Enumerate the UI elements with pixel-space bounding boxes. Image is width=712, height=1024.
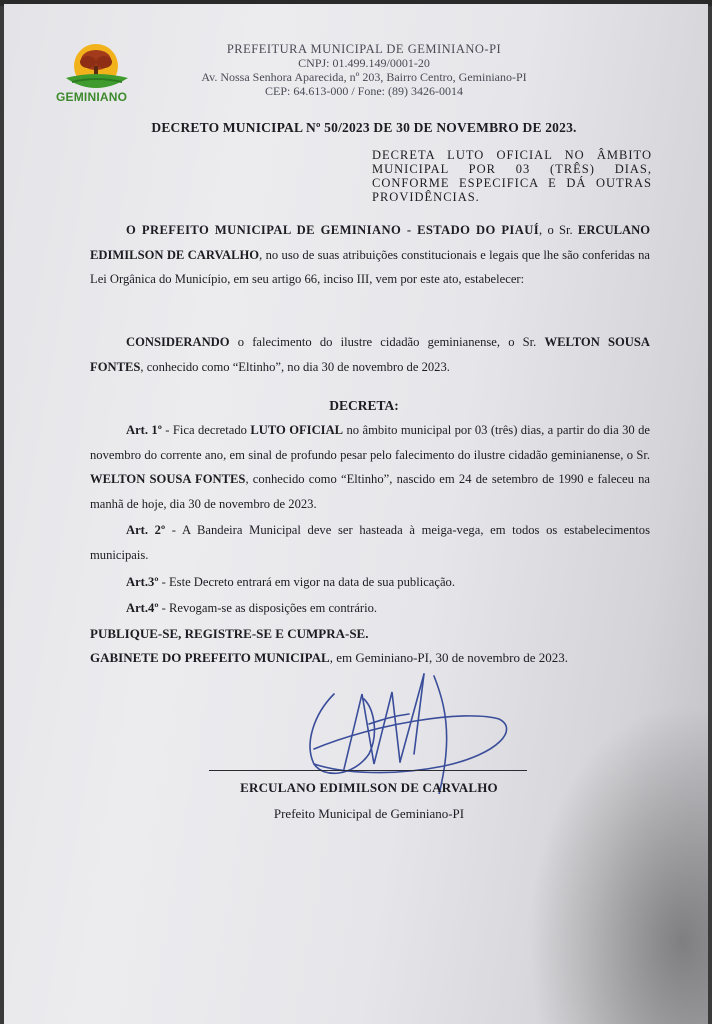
considerando-lead: CONSIDERANDO: [126, 335, 230, 349]
article-2: [90, 518, 650, 567]
art1-text-b: no âmbito municipal por 03 (três) dias, a partir do dia 30 de novembro do corrente ano, em sinal de profundo pesar pelo falecimento do ilustre cidadão geminianense, o Sr.: [90, 423, 650, 462]
art1-text-c: , conhecido como “Eltinho”, nascido em 24 de setembro de 1990 e faleceu na manhã de hoje, dia 30 de novembro de 2023.: [90, 472, 650, 511]
handwritten-signature: [274, 654, 524, 794]
gabinete-rest: , em Geminiano-PI, 30 de novembro de 2023.: [329, 650, 568, 665]
decree-title: DECRETO MUNICIPAL Nº 50/2023 DE 30 DE NOVEMBRO DE 2023.: [151, 120, 577, 135]
preamble-sr: , o Sr.: [539, 223, 573, 237]
document-page: [4, 4, 708, 1024]
art4-text: - Revogam-se as disposições em contrário.: [158, 601, 378, 615]
art2-label: Art. 2º: [126, 523, 166, 537]
art1-bold: LUTO OFICIAL: [250, 423, 344, 437]
considerando-name: WELTON SOUSA FONTES: [90, 335, 650, 374]
art1-label: Art. 1º: [126, 423, 162, 437]
art1-text-a: - Fica decretado: [161, 423, 251, 437]
cep-phone: CEP: 64.613-000 / Fone: (89) 3426-0014: [265, 84, 463, 98]
logo-wordmark: GEMINIANO: [56, 90, 128, 104]
decree-summary: DECRETA LUTO OFICIAL NO ÂMBITO MUNICIPAL POR 03 (TRÊS) DIAS, CONFORME ESPECIFICA E DÁ OUTRAS PROVIDÊNCIAS.: [372, 148, 652, 204]
gabinete-bold: GABINETE DO PREFEITO MUNICIPAL: [90, 650, 330, 665]
signatory-name: ERCULANO EDIMILSON DE CARVALHO: [240, 780, 498, 795]
letterhead: [164, 42, 564, 98]
decreta-heading: DECRETA:: [329, 398, 399, 413]
preamble: [90, 218, 650, 292]
considerando-paragraph: [90, 330, 650, 379]
cnpj: CNPJ: 01.499.149/0001-20: [298, 56, 430, 70]
preamble-lead: O PREFEITO MUNICIPAL DE GEMINIANO - ESTADO DO PIAUÍ: [126, 223, 540, 237]
org-name: PREFEITURA MUNICIPAL DE GEMINIANO-PI: [226, 42, 502, 56]
article-3: [90, 570, 650, 595]
signatory-role: Prefeito Municipal de Geminiano-PI: [273, 806, 465, 821]
art3-text: - Este Decreto entrará em vigor na data de sua publicação.: [158, 575, 455, 589]
publique-line: PUBLIQUE-SE, REGISTRE-SE E CUMPRA-SE.: [90, 626, 369, 641]
art3-label: Art.3º: [126, 575, 159, 589]
article-4: [90, 596, 650, 621]
article-1: [90, 418, 650, 516]
art1-name: WELTON SOUSA FONTES: [90, 472, 246, 486]
preamble-mayor-name: ERCULANO EDIMILSON DE CARVALHO: [90, 223, 650, 262]
preamble-text: , no uso de suas atribuições constitucionais e legais que lhe são conferidas na Lei Orgânica do Município, em seu artigo 66, inciso III, vem por este ato, estabelecer:: [90, 247, 651, 286]
signature-line: [209, 770, 527, 771]
considerando-text: o falecimento do ilustre cidadão geminianense, o Sr.: [229, 335, 545, 349]
page-shadow: [528, 704, 708, 1024]
art2-text: - A Bandeira Municipal deve ser hasteada à meiga-vega, em todos os estabelecimentos municipais.: [90, 523, 650, 562]
address: Av. Nossa Senhora Aparecida, nº 203, Bairro Centro, Geminiano-PI: [201, 70, 527, 84]
considerando-rest: , conhecido como “Eltinho”, no dia 30 de novembro de 2023.: [140, 359, 450, 374]
art4-label: Art.4º: [126, 601, 159, 615]
